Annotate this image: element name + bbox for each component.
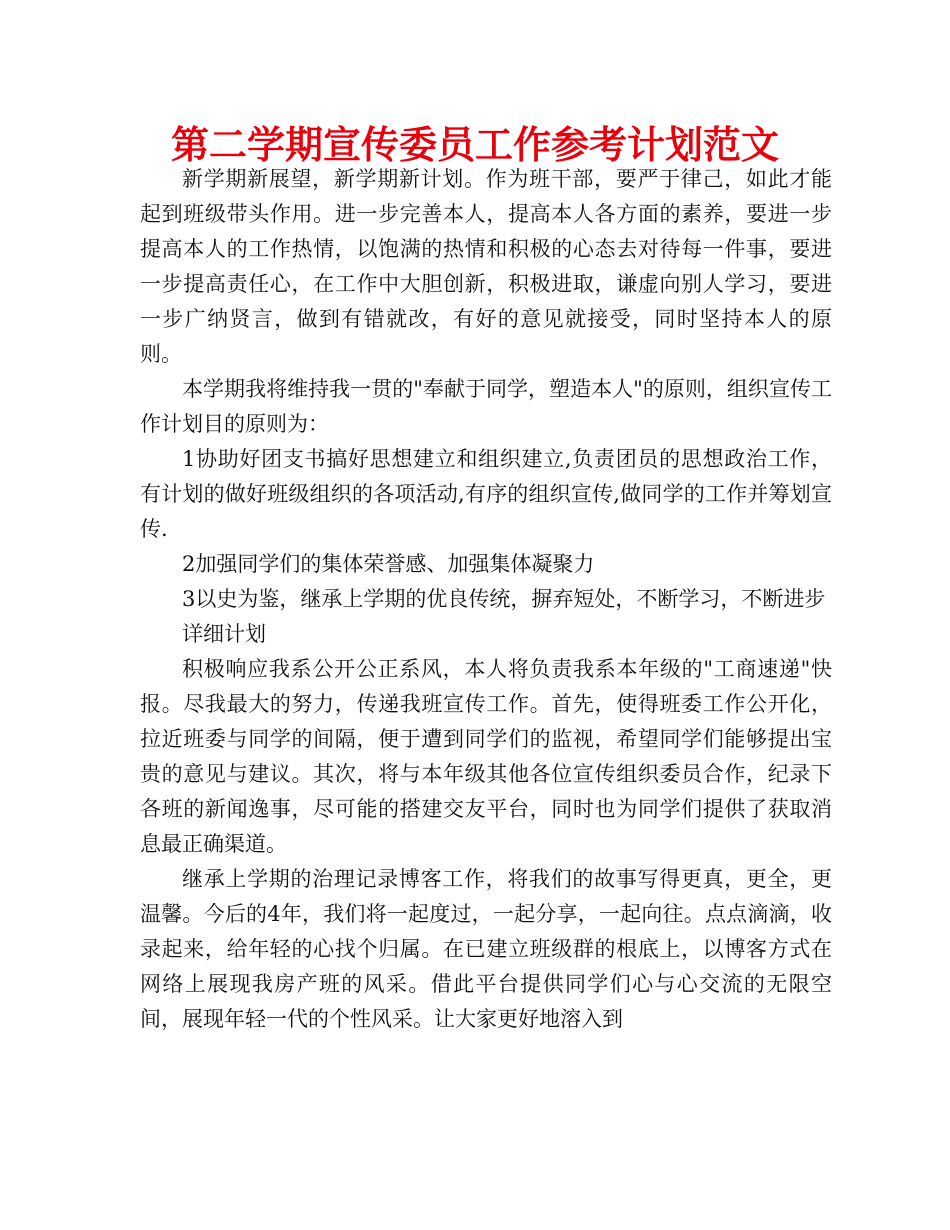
section-heading-detailed-plan: 详细计划: [182, 622, 266, 646]
document-title: 第二学期宣传委员工作参考计划范文: [170, 123, 779, 167]
paragraph-principle: 本学期我将维持我一贯的"奉献于同学，塑造本人"的原则，组织宣传工作计划目的原则为：: [140, 377, 832, 436]
paragraph-item-2: 2加强同学们的集体荣誉感、加强集体凝聚力: [182, 552, 595, 576]
paragraph-item-3: 3以史为鉴，继承上学期的优良传统，摒弃短处，不断学习，不断进步: [182, 587, 826, 611]
paragraph-plan-blog: 继承上学期的治理记录博客工作，将我们的故事写得更真，更全，更温馨。今后的4年，我们将一起度过，一起分享，一起向往。点点滴滴，收录起来，给年轻的心找个归属。在已建立班级群的根底上，以博客方式在网络上展现我房产班的风采。借此平台提供同学们心与心交流的无限空间，展现年轻一代的个性风采。让大家更好地溶入到: [140, 867, 832, 1031]
paragraph-intro: 新学期新展望，新学期新计划。作为班干部，要严于律己，如此才能起到班级带头作用。进一步完善本人，提高本人各方面的素养，要进一步提高本人的工作热情，以饱满的热情和积极的心态去对待每一件事，要进一步提高责任心，在工作中大胆创新，积极进取，谦虚向别人学习，要进一步广纳贤言，做到有错就改，有好的意见就接受，同时坚持本人的原则。: [140, 167, 832, 366]
paragraph-item-1: 1协助好团支书搞好思想建立和组织建立,负责团员的思想政治工作，有计划的做好班级组织的各项活动,有序的组织宣传,做同学的工作并筹划宣传.: [140, 447, 832, 541]
document-body: [140, 162, 832, 1037]
paragraph-plan-newsletter: 积极响应我系公开公正系风，本人将负责我系本年级的"工商速递"快报。尽我最大的努力，传递我班宣传工作。首先，使得班委工作公开化，拉近班委与同学的间隔，便于遭到同学们的监视，希望同学们能够提出宝贵的意见与建议。其次，将与本年级其他各位宣传组织委员合作，纪录下各班的新闻逸事，尽可能的搭建交友平台，同时也为同学们提供了获取消息最正确渠道。: [140, 657, 832, 856]
